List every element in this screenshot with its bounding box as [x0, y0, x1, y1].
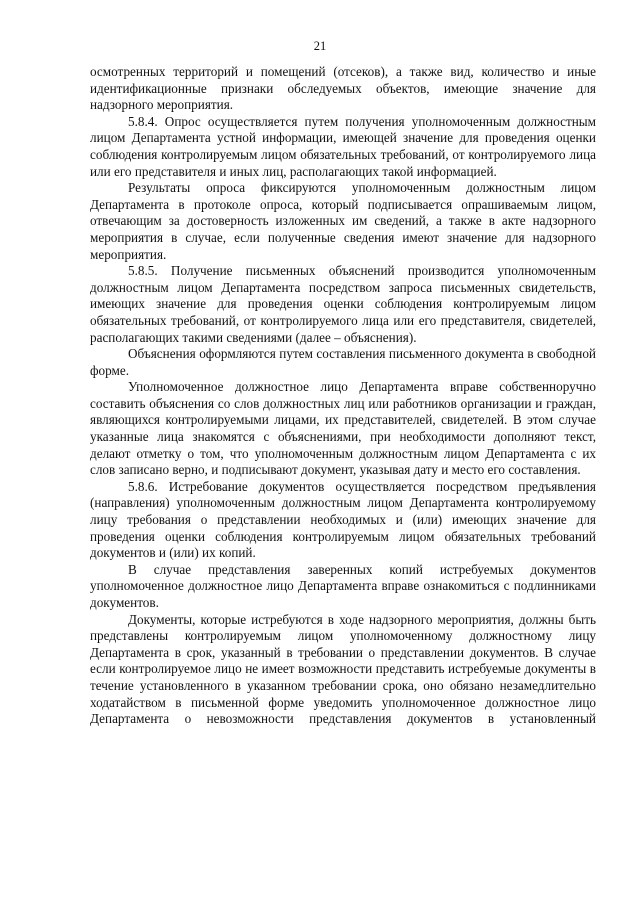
- paragraph-5-8-6: 5.8.6. Истребование документов осуществляется посредством предъявления (направления) уполномоченным должностным лицом Департамента контролируемому лицу требования о представлении необходимых и (или) имеющих значение для проведения оценки соблюдения контролируемым лицом обязательных требований документов и (или) их копий.: [90, 478, 596, 561]
- document-body: [90, 64, 596, 728]
- paragraph-5-8-5: 5.8.5. Получение письменных объяснений производится уполномоченным должностным лицом Департамента посредством запроса письменных свидетельств, имеющих значение для проведения оценки соблюдения контролируемым лицом обязательных требований, от контролируемого лица или его представителя, свидетелей, располагающих такими сведениями (далее – объяснения).: [90, 263, 596, 345]
- paragraph-documents-deadline: Документы, которые истребуются в ходе надзорного мероприятия, должны быть представлены контролируемым лицом уполномоченному должностному лицу Департамента в срок, указанный в требовании о представлении документов. В случае если контролируемое лицо не имеет возможности представить истребуемые документы в течение установленного в указанном требовании срока, оно обязано незамедлительно ходатайством в письменной форме уведомить уполномоченное должностное лицо Департамента о невозможности представления документов в установленный: [90, 611, 596, 727]
- paragraph-5-8-4: 5.8.4. Опрос осуществляется путем получения уполномоченным должностным лицом Департамента устной информации, имеющей значение для проведения оценки соблюдения контролируемым лицом обязательных требований, от контролируемого лица или его представителя и иных лиц, располагающих такой информацией.: [90, 113, 596, 179]
- paragraph-survey-results: Результаты опроса фиксируются уполномоченным должностным лицом Департамента в протоколе опроса, который подписывается опрашиваемым лицом, отвечающим за достоверность изложенных им сведений, а также в акте надзорного мероприятия в случае, если полученные сведения имеют значение для надзорного мероприятия.: [90, 180, 596, 262]
- paragraph-certified-copies: В случае представления заверенных копий истребуемых документов уполномоченное должностное лицо Департамента вправе ознакомиться с подлинниками документов.: [90, 561, 596, 610]
- paragraph-authorized-official: Уполномоченное должностное лицо Департамента вправе собственноручно составить объяснения со слов должностных лиц или работников организации и граждан, являющихся контролируемыми лицами, их представителей, свидетелей. В этом случае указанные лица знакомятся с объяснениями, при необходимости дополняют текст, делают отметку о том, что уполномоченным должностным лицом Департамента с их слов записано верно, и подписывают документ, указывая дату и место его составления.: [90, 379, 596, 478]
- page-number: 21: [313, 39, 327, 53]
- paragraph-explanations-form: Объяснения оформляются путем составления письменного документа в свободной форме.: [90, 346, 596, 378]
- paragraph-continuation: осмотренных территорий и помещений (отсеков), а также вид, количество и иные идентификационные признаки обследуемых объектов, имеющие значение для надзорного мероприятия.: [90, 64, 596, 113]
